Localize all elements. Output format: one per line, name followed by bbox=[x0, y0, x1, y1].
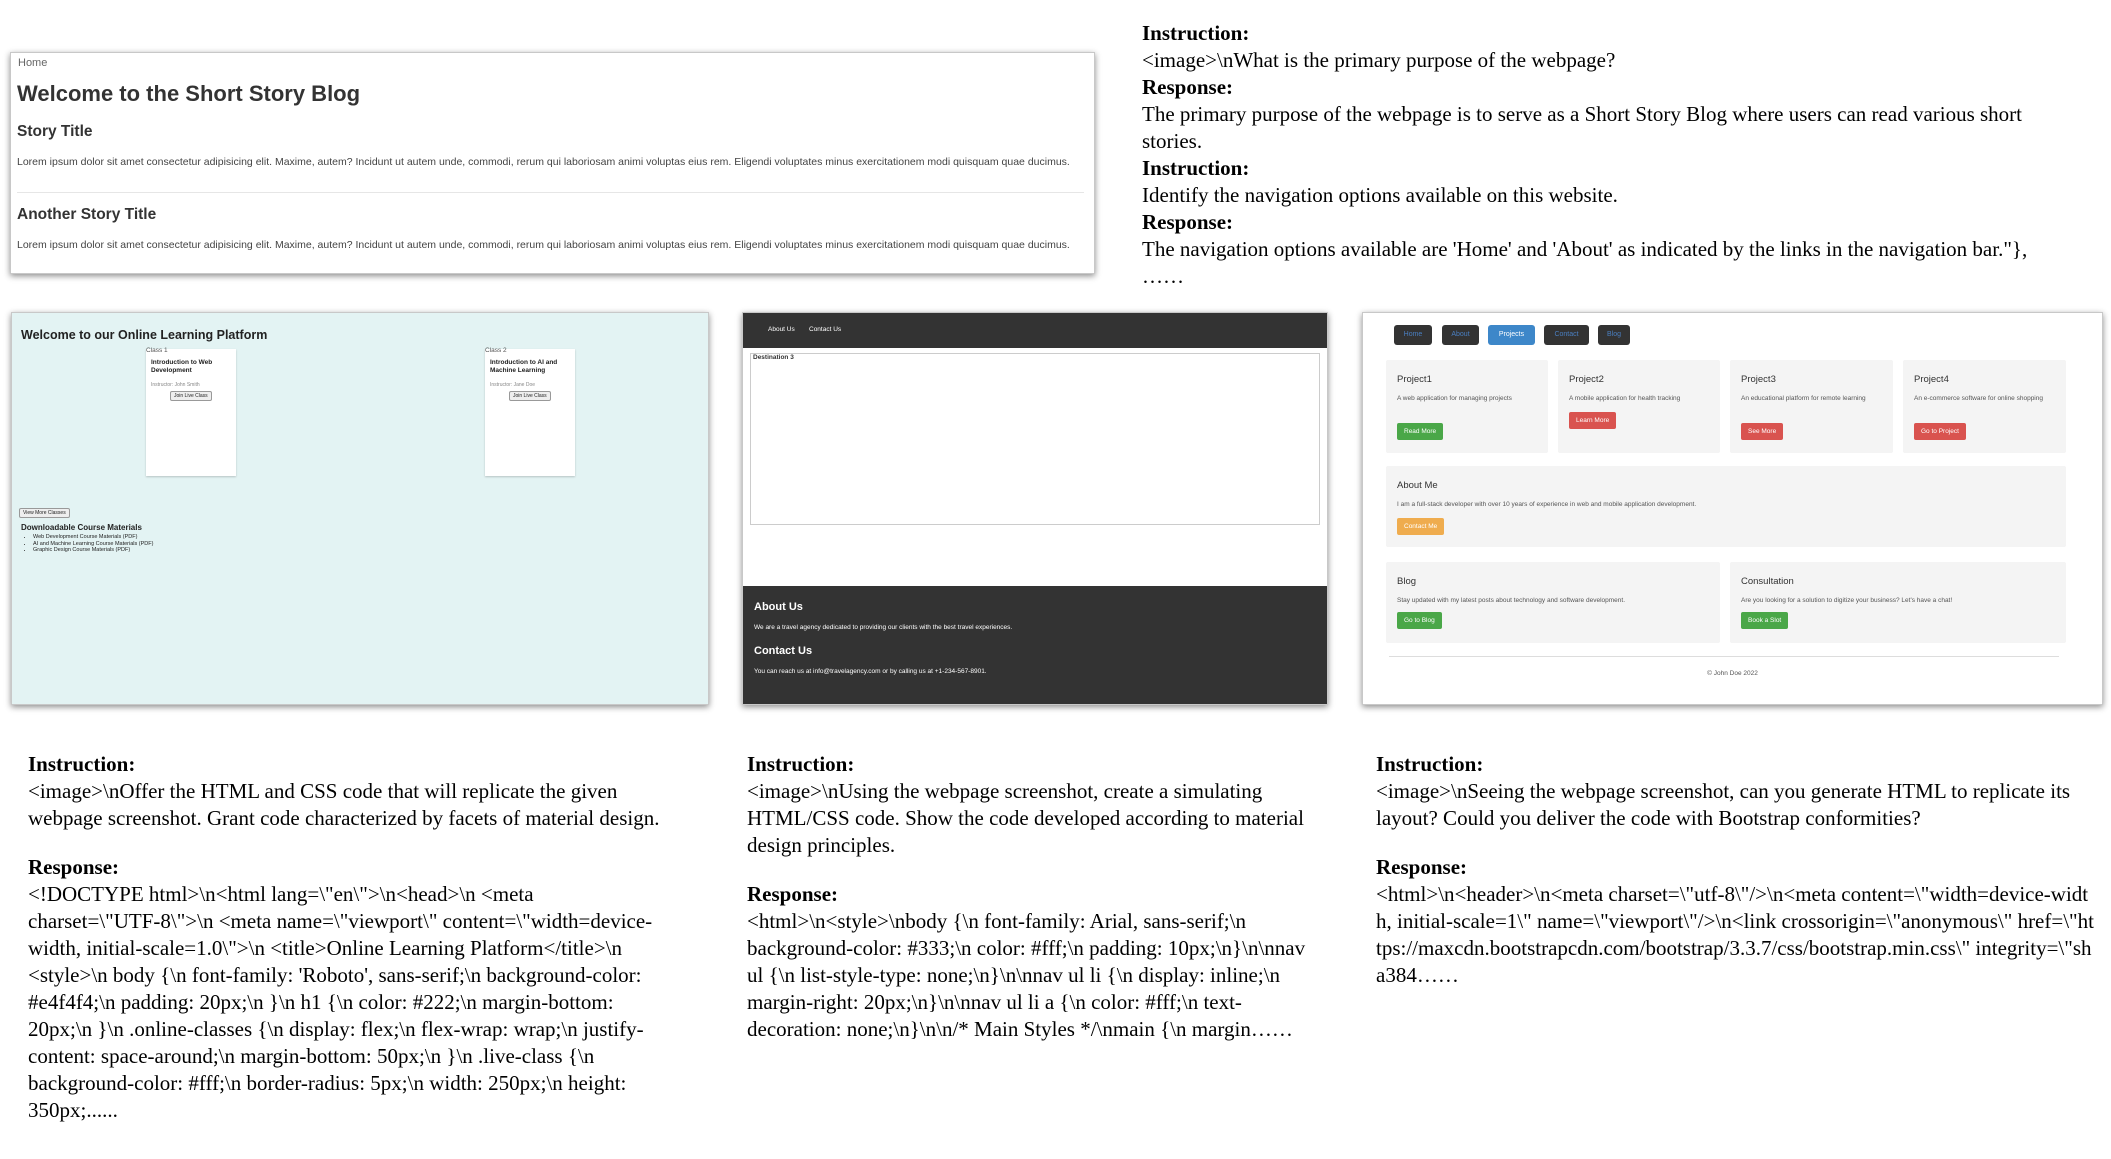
nav-contact-link[interactable]: Contact Us bbox=[809, 326, 842, 333]
nav-home-link[interactable]: Home bbox=[18, 57, 48, 69]
learning-screenshot bbox=[11, 312, 709, 705]
travel-navbar bbox=[743, 313, 1327, 348]
class-card bbox=[485, 349, 575, 476]
about-heading: About Us bbox=[754, 601, 803, 613]
class-title: Introduction to Web Development bbox=[151, 359, 213, 374]
story-title: Another Story Title bbox=[17, 206, 157, 223]
response-label: Response: bbox=[28, 855, 120, 879]
caption-learning bbox=[28, 751, 668, 1124]
response-label: Response: bbox=[1142, 75, 1234, 99]
tab-home[interactable]: Home bbox=[1394, 325, 1432, 345]
class-title: Introduction to AI and Machine Learning bbox=[490, 359, 558, 374]
book-slot-button[interactable]: Book a Slot bbox=[1741, 612, 1788, 629]
response-label: Response: bbox=[1142, 210, 1234, 234]
blog-text: Stay updated with my latest posts about technology and software development. bbox=[1397, 597, 1625, 604]
project-title: Project1 bbox=[1397, 374, 1432, 385]
project-desc: A web application for managing projects bbox=[1397, 395, 1512, 402]
see-more-button[interactable]: See More bbox=[1741, 423, 1783, 440]
download-link[interactable]: • Graphic Design Course Materials (PDF) bbox=[33, 547, 153, 554]
join-class-button[interactable]: Join Live Class bbox=[170, 391, 212, 401]
instruction-text: <image>\nOffer the HTML and CSS code that will replicate the given webpage screenshot. Grant code characterized by facets of material design. bbox=[28, 779, 660, 830]
project-title: Project3 bbox=[1741, 374, 1776, 385]
travel-screenshot bbox=[742, 312, 1328, 705]
go-to-project-button[interactable]: Go to Project bbox=[1914, 423, 1966, 440]
story-body: Lorem ipsum dolor sit amet consectetur adipisicing elit. Maxime, autem? Incidunt ut autem unde, commodi, rerum qui laboriosam animi voluptas eius rem. Eligendi voluptates minus exercitationem modi quisquam quae ducimus. bbox=[17, 239, 1070, 251]
go-to-blog-button[interactable]: Go to Blog bbox=[1397, 612, 1442, 629]
instruction-label: Instruction: bbox=[1142, 21, 1250, 45]
response-text: The primary purpose of the webpage is to serve as a Short Story Blog where users can read various short stories. bbox=[1142, 102, 2023, 153]
download-link[interactable]: • AI and Machine Learning Course Materials (PDF) bbox=[33, 541, 153, 548]
instruction-text: <image>\nSeeing the webpage screenshot, can you generate HTML to replicate its layout? Could you deliver the code with Bootstrap conformities? bbox=[1376, 779, 2071, 830]
view-more-classes-button[interactable]: View More Classes bbox=[19, 508, 70, 518]
project-card bbox=[1903, 360, 2066, 453]
consultation-card bbox=[1730, 562, 2066, 643]
class-card bbox=[146, 349, 236, 476]
story-divider bbox=[17, 192, 1084, 193]
tab-about[interactable]: About bbox=[1442, 325, 1479, 345]
blog-title: Blog bbox=[1397, 576, 1417, 587]
blog-card bbox=[1386, 562, 1720, 643]
instruction-label: Instruction: bbox=[747, 752, 855, 776]
tab-blog[interactable]: Blog bbox=[1598, 325, 1630, 345]
project-card bbox=[1558, 360, 1720, 453]
learn-more-button[interactable]: Learn More bbox=[1569, 412, 1616, 429]
response-label: Response: bbox=[1376, 855, 1468, 879]
response-text: <html>\n<style>\nbody {\n font-family: Arial, sans-serif;\n background-color: #333;\n color: #fff;\n padding: 10px;\n}\n\nnav ul {\n list-style-type: none;\n}\n\nnav ul li {\n display: inline;\n margin-right: 20px;\n}\n\nnav ul li a {\n color: #fff;\n text-decoration: none;\n}\n\n/* Main Styles */\nmain {\n margin…… bbox=[747, 909, 1306, 1041]
project-title: Project2 bbox=[1569, 374, 1604, 385]
class-image: Class 1 bbox=[146, 347, 168, 354]
class-instructor: Instructor: Jane Doe bbox=[490, 382, 536, 388]
instruction-text: Identify the navigation options available on this website. bbox=[1142, 183, 1618, 207]
tab-contact[interactable]: Contact bbox=[1544, 325, 1589, 345]
project-desc: A mobile application for health tracking bbox=[1569, 395, 1681, 402]
download-link[interactable]: • Web Development Course Materials (PDF) bbox=[33, 534, 153, 541]
response-text: The navigation options available are 'Home' and 'About' as indicated by the links in the navigation bar."}, bbox=[1142, 237, 2028, 261]
instruction-text: <image>\nUsing the webpage screenshot, create a simulating HTML/CSS code. Show the code developed according to material design principles. bbox=[747, 779, 1304, 857]
instruction-text: <image>\nWhat is the primary purpose of the webpage? bbox=[1142, 48, 1616, 72]
caption-travel bbox=[747, 751, 1322, 1043]
story-title: Story Title bbox=[17, 123, 93, 140]
class-instructor: Instructor: John Smith bbox=[151, 382, 200, 388]
project-card bbox=[1386, 360, 1548, 453]
project-title: Project4 bbox=[1914, 374, 1949, 385]
read-more-button[interactable]: Read More bbox=[1397, 423, 1443, 440]
contact-me-button[interactable]: Contact Me bbox=[1397, 518, 1444, 535]
about-me-title: About Me bbox=[1397, 480, 1438, 491]
about-text: We are a travel agency dedicated to providing our clients with the best travel experiences. bbox=[754, 624, 1013, 631]
learning-heading: Welcome to our Online Learning Platform bbox=[21, 328, 268, 342]
story-body: Lorem ipsum dolor sit amet consectetur adipisicing elit. Maxime, autem? Incidunt ut autem unde, commodi, rerum qui laboriosam animi voluptas eius rem. Eligendi voluptates minus exercitationem modi quisquam quae ducimus. bbox=[17, 156, 1070, 168]
qa-caption-top bbox=[1142, 20, 2062, 290]
contact-text: You can reach us at info@travelagency.com or by calling us at +1-234-567-8901. bbox=[754, 668, 987, 675]
instruction-label: Instruction: bbox=[28, 752, 136, 776]
footer-divider bbox=[1389, 656, 2059, 657]
blog-heading: Welcome to the Short Story Blog bbox=[17, 81, 361, 106]
response-text: <html>\n<header>\n<meta charset=\"utf-8\"/>\n<meta content=\"width=device-width, initial-scale=1\" name=\"viewport\"/>\n<link crossorigin=\"anonymous\" href=\"https://maxcdn.bootstrapcdn.com/bootstrap/3.3.7/css/bootstrap.min.css\" integrity=\"sha384…… bbox=[1376, 882, 2094, 987]
nav-about-link[interactable]: About Us bbox=[768, 326, 795, 333]
about-me-card bbox=[1386, 466, 2066, 547]
destination-image bbox=[750, 353, 1320, 525]
project-card bbox=[1730, 360, 1893, 453]
response-label: Response: bbox=[747, 882, 839, 906]
caption-portfolio bbox=[1376, 751, 2096, 989]
response-text: <!DOCTYPE html>\n<html lang=\"en\">\n<head>\n <meta charset=\"UTF-8\">\n <meta name=\"viewport\" content=\"width=device-width, initial-scale=1.0\">\n <title>Online Learning Platform</title>\n <style>\n body {\n font-family: 'Roboto', sans-serif;\n background-color: #e4f4f4;\n padding: 20px;\n }\n h1 {\n color: #222;\n margin-bottom: 20px;\n }\n .online-classes {\n display: flex;\n flex-wrap: wrap;\n justify-content: space-around;\n margin-bottom: 50px;\n }\n .live-class {\n background-color: #fff;\n border-radius: 5px;\n width: 250px;\n height: 350px;...... bbox=[28, 882, 653, 1122]
instruction-label: Instruction: bbox=[1376, 752, 1484, 776]
copyright: © John Doe 2022 bbox=[1707, 670, 1758, 677]
project-desc: An educational platform for remote learning bbox=[1741, 395, 1866, 402]
project-desc: An e-commerce software for online shopping bbox=[1914, 395, 2043, 402]
consultation-title: Consultation bbox=[1741, 576, 1794, 587]
tab-projects[interactable]: Projects bbox=[1488, 325, 1535, 345]
blog-screenshot bbox=[10, 52, 1095, 274]
class-image: Class 2 bbox=[485, 347, 507, 354]
instruction-label: Instruction: bbox=[1142, 156, 1250, 180]
consultation-text: Are you looking for a solution to digitize your business? Let's have a chat! bbox=[1741, 597, 1953, 604]
about-me-text: I am a full-stack developer with over 10 years of experience in web and mobile application development. bbox=[1397, 501, 1697, 508]
contact-heading: Contact Us bbox=[754, 645, 813, 657]
portfolio-screenshot bbox=[1362, 312, 2103, 705]
downloads-list bbox=[20, 534, 153, 554]
destination-alt: Destination 3 bbox=[753, 354, 794, 361]
ellipsis: …… bbox=[1142, 264, 1184, 288]
downloads-heading: Downloadable Course Materials bbox=[21, 523, 142, 532]
join-class-button[interactable]: Join Live Class bbox=[509, 391, 551, 401]
travel-footer bbox=[743, 586, 1327, 704]
